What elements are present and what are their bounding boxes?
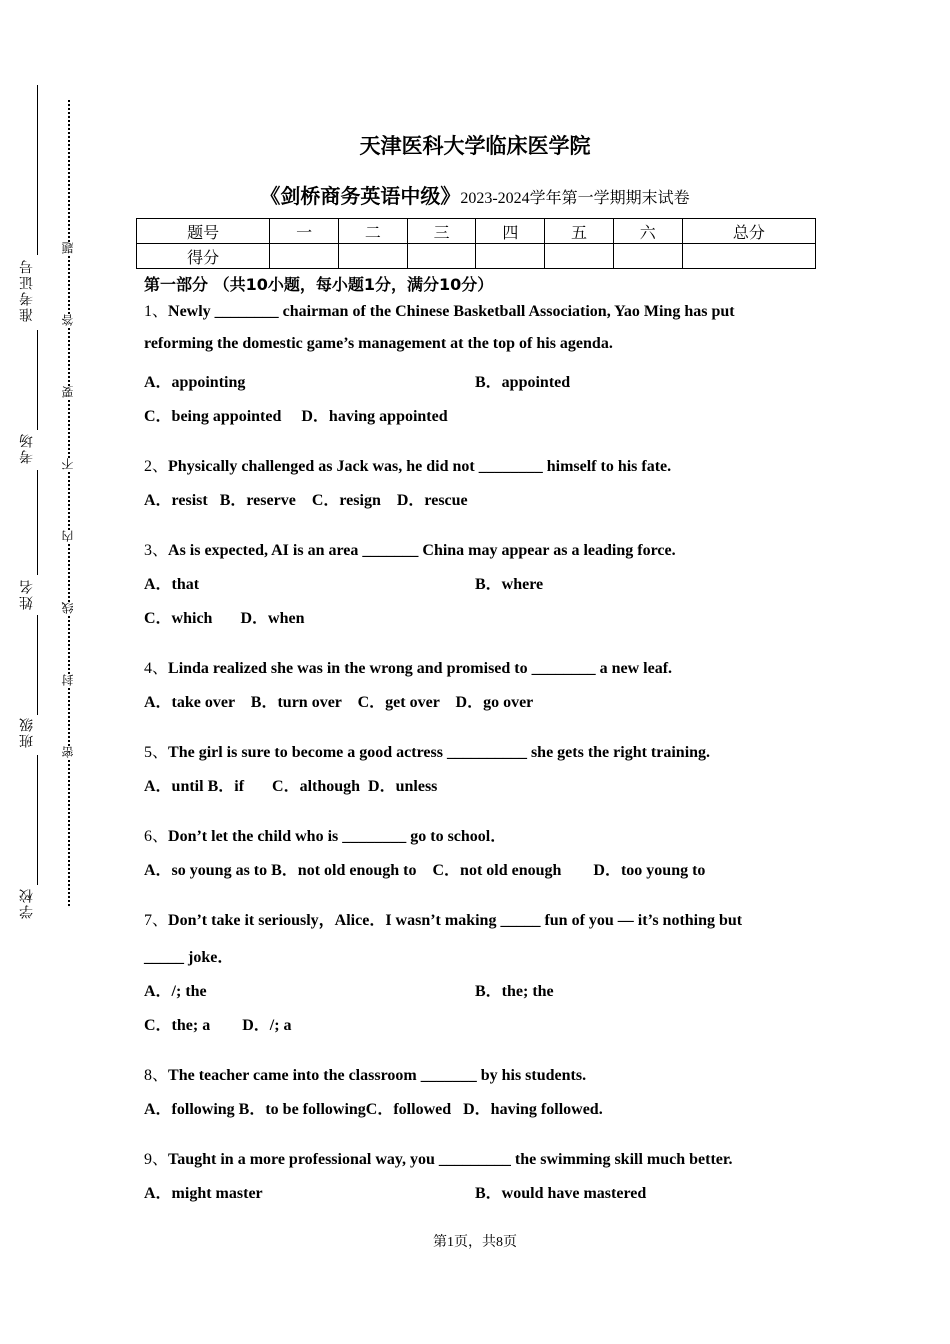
question-stem	[144, 907, 742, 930]
option-a: A．appointing	[144, 374, 246, 391]
question-text: Don’t take it seriously，Alice．I wasn’t making _____ fun of you — it’s nothing but	[168, 912, 743, 929]
question-stem-continued: reforming the domestic game’s management at the top of his agenda.	[144, 335, 613, 352]
score-cell	[613, 244, 682, 269]
class-label: 班级	[20, 716, 35, 748]
seal-char: 封	[61, 674, 75, 686]
binding-line-1	[37, 85, 38, 255]
score-header-cell: 总分	[682, 219, 815, 244]
question-text: Physically challenged as Jack was, he did not ________ himself to his fate.	[168, 458, 672, 475]
question-text: Don’t let the child who is ________ go to school．	[168, 828, 507, 845]
question-stem	[144, 1062, 586, 1085]
options: A．until B．if C．although D．unless	[144, 778, 438, 795]
seal-char: 线	[61, 602, 75, 614]
binding-line-4	[37, 615, 38, 715]
seal-char: 要	[61, 386, 75, 398]
question-text: Taught in a more professional way, you _________ the swimming skill much better.	[168, 1151, 733, 1168]
question-number: 2、	[144, 458, 169, 475]
question-stem	[144, 298, 735, 321]
option-b: B．the; the	[475, 983, 554, 1000]
seal-char: 不	[61, 458, 75, 470]
binding-line-2	[37, 330, 38, 430]
score-cell	[476, 244, 545, 269]
option-a: A．that	[144, 576, 200, 593]
score-cell	[270, 244, 339, 269]
score-table	[136, 218, 816, 269]
exam-number-label: 准考证号	[20, 258, 35, 322]
score-header-cell: 六	[613, 219, 682, 244]
score-cell	[407, 244, 476, 269]
score-cell	[545, 244, 614, 269]
option-a: A．/; the	[144, 983, 207, 1000]
score-cell	[682, 244, 815, 269]
question-number: 4、	[144, 660, 169, 677]
binding-line-5	[37, 755, 38, 885]
term-label: 2023-2024学年第一学期期末试卷	[460, 190, 690, 207]
question-text: The girl is sure to become a good actress __________ she gets the right training.	[168, 744, 711, 761]
question-stem	[144, 1146, 733, 1169]
question-stem	[144, 655, 672, 678]
score-header-cell: 一	[270, 219, 339, 244]
option-b: B．appointed	[475, 374, 571, 391]
options: A．so young as to B．not old enough to C．not old enough D．too young to	[144, 862, 706, 879]
options-c-d: C．which D．when	[144, 610, 305, 627]
course-name: 《剑桥商务英语中级》	[260, 184, 461, 208]
seal-char: 题	[61, 242, 75, 254]
question-number: 8、	[144, 1067, 169, 1084]
score-row	[137, 244, 816, 269]
page-footer: 第1页，共8页	[433, 1235, 517, 1250]
score-header-row	[137, 219, 816, 244]
question-text: Linda realized she was in the wrong and promised to ________ a new leaf.	[168, 660, 673, 677]
name-label: 姓名	[20, 578, 35, 610]
score-header-cell: 三	[407, 219, 476, 244]
question-number: 3、	[144, 542, 169, 559]
score-cell	[339, 244, 408, 269]
score-header-cell: 二	[339, 219, 408, 244]
options: A．following B．to be followingC．followed D．having followed.	[144, 1101, 603, 1118]
school-label: 学校	[20, 887, 35, 919]
question-number: 6、	[144, 828, 169, 845]
score-header-cell: 四	[476, 219, 545, 244]
options: A．resist B．reserve C．resign D．rescue	[144, 492, 468, 509]
score-header-cell: 五	[545, 219, 614, 244]
score-row-label: 得分	[137, 244, 270, 269]
question-text: As is expected, AI is an area _______ China may appear as a leading force.	[168, 542, 676, 559]
question-number: 1、	[144, 303, 169, 320]
option-b: B．would have mastered	[475, 1185, 647, 1202]
options: A．take over B．turn over C．get over D．go over	[144, 694, 534, 711]
page-title: 天津医科大学临床医学院	[359, 134, 591, 158]
exam-room-label: 考场	[20, 432, 35, 464]
seal-dotted-line	[68, 100, 70, 906]
options-c-d: C．the; a D．/; a	[144, 1017, 292, 1034]
seal-char: 密	[61, 746, 75, 758]
question-stem	[144, 739, 710, 762]
seal-char: 答	[61, 314, 75, 326]
question-stem	[144, 537, 676, 560]
question-stem	[144, 453, 671, 476]
question-stem	[144, 823, 506, 846]
binding-line-3	[37, 470, 38, 575]
question-text: The teacher came into the classroom _______ by his students.	[168, 1067, 587, 1084]
option-a: A．might master	[144, 1185, 263, 1202]
section-title: 第一部分 （共10小题，每小题1分，满分10分）	[144, 275, 494, 294]
seal-char: 内	[61, 530, 75, 542]
question-number: 7、	[144, 912, 169, 929]
options-c-d: C．being appointed D．having appointed	[144, 408, 448, 425]
question-text: Newly ________ chairman of the Chinese Basketball Association, Yao Ming has put	[168, 303, 735, 320]
question-stem-continued: _____ joke．	[144, 949, 234, 966]
question-number: 5、	[144, 744, 169, 761]
exam-subtitle	[0, 180, 950, 209]
option-b: B．where	[475, 576, 544, 593]
question-number: 9、	[144, 1151, 169, 1168]
score-header-cell: 题号	[137, 219, 270, 244]
